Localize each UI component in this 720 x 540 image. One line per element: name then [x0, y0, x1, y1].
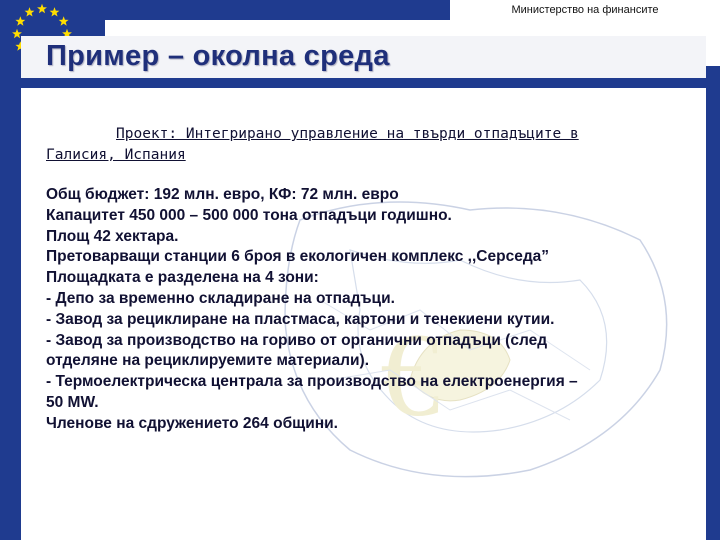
- detail-line: Капацитет 450 000 – 500 000 тона отпадъци годишно.: [46, 206, 452, 224]
- detail-line: Площ 42 хектара.: [46, 227, 179, 245]
- page-title: Пример – околна среда: [46, 40, 390, 72]
- project-details: [46, 185, 686, 435]
- title-underline: [21, 78, 706, 88]
- detail-line: Общ бюджет: 192 млн. евро, КФ: 72 млн. евро: [46, 186, 399, 203]
- detail-line: - Завод за производство на гориво от органични отпадъци (след: [46, 331, 548, 349]
- detail-line: - Завод за рециклиране на пластмаса, картони и тенекиени кутии.: [46, 310, 555, 328]
- detail-line: Площадката е разделена на 4 зони:: [46, 269, 319, 287]
- project-title: [46, 124, 656, 166]
- detail-line: - Депо за временно складиране на отпадъци.: [46, 289, 395, 307]
- ministry-label: Министерство на финансите: [450, 0, 720, 20]
- svg-text:€: €: [380, 308, 440, 441]
- detail-line: Претоварващи станции 6 броя в екологичен комплекс ,,Серседа”: [46, 248, 550, 266]
- project-line-1: [46, 124, 656, 145]
- detail-line: Членове на сдружението 264 общини.: [46, 414, 338, 432]
- project-line-1-text: Проект: Интегрирано управление на твърди отпадъците в: [116, 126, 579, 142]
- project-line-2: Галисия, Испания: [46, 147, 186, 163]
- left-sidebar-bar: [0, 0, 21, 540]
- right-sidebar-bar: [706, 66, 720, 540]
- detail-line: отделяне на рециклируемите материали).: [46, 352, 370, 370]
- detail-line: 50 MW.: [46, 393, 99, 411]
- detail-line: - Термоелектрическа централа за производство на електроенергия –: [46, 373, 578, 391]
